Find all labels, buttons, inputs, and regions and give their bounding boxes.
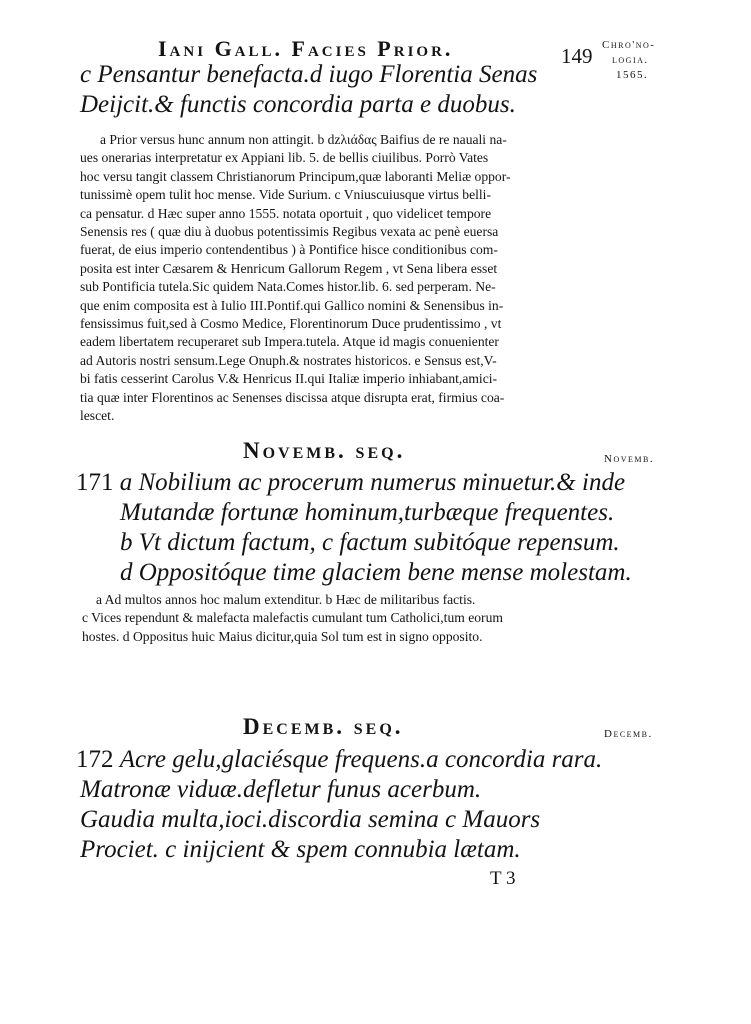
december-heading: Decemb. seq. bbox=[243, 714, 404, 739]
notes-november bbox=[82, 591, 503, 646]
verse-number: 172 bbox=[76, 746, 114, 773]
margin-note-chronologia bbox=[602, 38, 655, 83]
note-line: c Vices rependunt & malefacta malefactis cumulant tum Catholici,tum eorum bbox=[82, 610, 503, 626]
verse-line: Prociet. c inijcient & spem connubia lætam. bbox=[80, 836, 521, 863]
note-line: que enim composita est à Iulio III.Pontif.qui Gallico nomini & Senensibus in- bbox=[80, 297, 504, 313]
verse-line: Gaudia multa,ioci.discordia semina c Mauors bbox=[80, 806, 541, 833]
verse-text: Acre gelu,glaciésque frequens.a concordia rara. bbox=[119, 746, 603, 773]
november-heading: Novemb. seq. bbox=[243, 438, 406, 463]
note-line: fensissimus fuit,sed à Cosmo Medice, Florentinorum Duce prudentissimo , vt bbox=[80, 316, 502, 332]
note-line: ues onerarias interpretatur ex Appiani lib. 5. de bellis ciuilibus. Porrò Vates bbox=[80, 150, 489, 166]
margin-line: logia. bbox=[612, 54, 649, 66]
notes-block-1 bbox=[80, 131, 511, 426]
running-head: Iani Gall. Facies Prior. bbox=[158, 36, 454, 61]
verse-block-november bbox=[76, 468, 632, 588]
note-line: sub Pontificia tutela.Sic quidem Nata.Comes histor.lib. 6. sed perperam. Ne- bbox=[80, 279, 496, 295]
note-line: ca pensatur. d Hæc super anno 1555. notata oportuit , quo videlicet tempore bbox=[80, 205, 492, 221]
verse-line: c Pensantur benefacta.d iugo Florentia Senas bbox=[80, 61, 538, 88]
verse-block-1 bbox=[80, 60, 537, 120]
note-line: tia quæ inter Florentinos ac Senenses discissa atque disrupta erat, firmius coa- bbox=[80, 389, 505, 405]
note-line: a Prior versus hunc annum non attingit. b ǳλιάδας Baifius de re nauali na- bbox=[100, 132, 507, 147]
verse-line: Mutandæ fortunæ hominum,turbæque frequentes. bbox=[120, 499, 615, 526]
verse-line: Matronæ viduæ.defletur funus acerbum. bbox=[80, 776, 482, 803]
note-line: lescet. bbox=[80, 408, 115, 424]
note-line: eadem libertatem recuperaret sub Impera.tutela. Atque id magis conuenienter bbox=[80, 334, 499, 350]
note-line: fuerat, de eius imperio contendentibus ) à Pontifice hisce conditionibus com- bbox=[80, 242, 498, 258]
verse-number: 171 bbox=[76, 469, 114, 496]
margin-note-november: Novemb. bbox=[604, 453, 655, 465]
note-line: ad Autoris nostri sensum.Lege Onuph.& nostrates historicos. e Sensus est,V- bbox=[80, 352, 497, 368]
verse-block-december bbox=[76, 745, 602, 865]
verse-line: Deijcit.& functis concordia parta e duobus. bbox=[80, 91, 516, 118]
margin-line: 1565. bbox=[616, 69, 649, 81]
note-line: posita est inter Cæsarem & Henricum Gallorum Regem , vt Sena libera esset bbox=[80, 260, 498, 276]
note-line: bi fatis cesserint Carolus V.& Henricus II.qui Italiæ imperio inhiabant,amici- bbox=[80, 371, 498, 387]
page-number: 149 bbox=[561, 44, 593, 68]
verse-line: b Vt dictum factum, c factum subitóque repensum. bbox=[120, 529, 620, 556]
note-line: tunissimè opem tulit hoc mense. Vide Surium. c Vniuscuiusque virtus belli- bbox=[80, 187, 491, 203]
verse-line bbox=[76, 468, 632, 498]
note-line: Senensis res ( quæ diu à duobus potentissimis Regibus vexata ac penè euersa bbox=[80, 224, 499, 240]
note-line: hostes. d Oppositus huic Maius dicitur,quia Sol tum est in signo opposito. bbox=[82, 628, 483, 644]
note-line: a Ad multos annos hoc malum extenditur. b Hæc de militaribus factis. bbox=[96, 592, 476, 607]
note-line: hoc versu tangit classem Christianorum Principum,quæ laboranti Meliæ oppor- bbox=[80, 168, 511, 184]
verse-text: a Nobilium ac procerum numerus minuetur.& inde bbox=[119, 469, 626, 496]
signature-mark: T 3 bbox=[490, 868, 516, 889]
verse-line bbox=[76, 745, 602, 775]
verse-line: d Oppositóque time glaciem bene mense molestam. bbox=[120, 559, 632, 586]
margin-line: Chro'no- bbox=[602, 39, 656, 51]
margin-note-december: Decemb. bbox=[604, 728, 653, 740]
